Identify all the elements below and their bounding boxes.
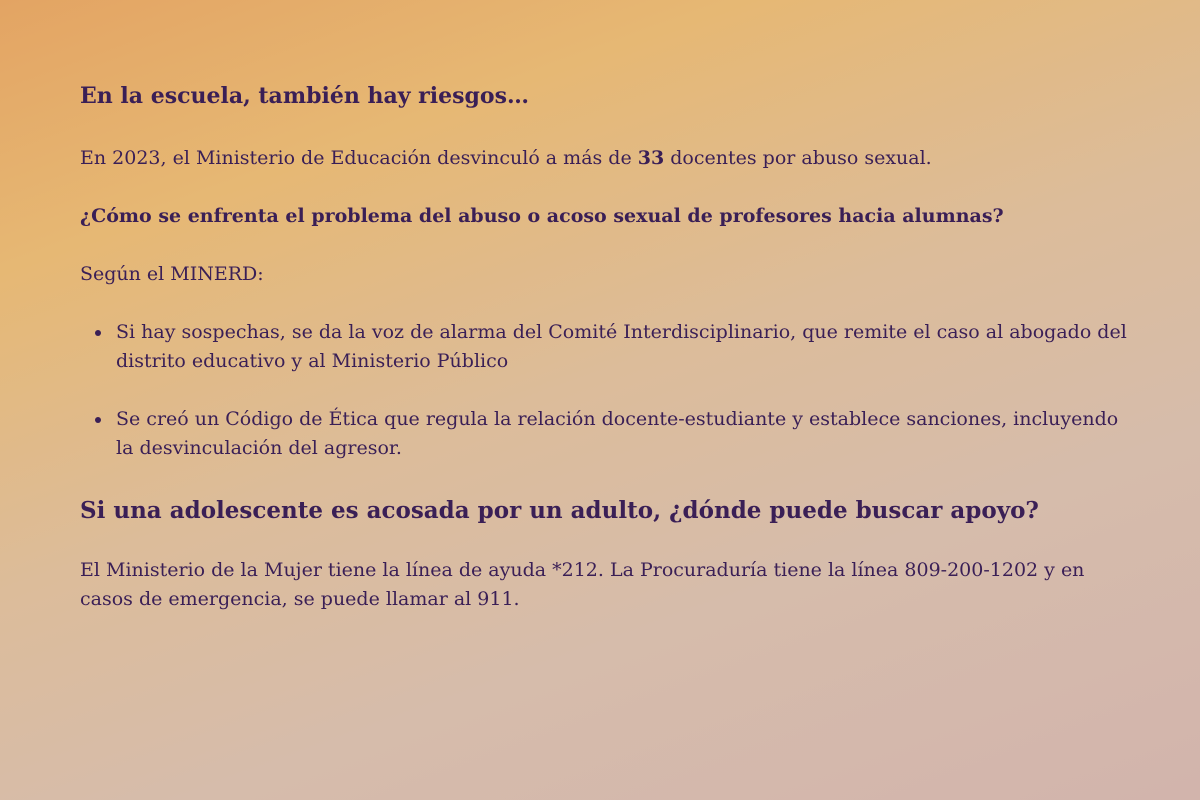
statistic-number: 33 xyxy=(637,147,665,169)
list-item xyxy=(80,405,1130,463)
support-heading: Si una adolescente es acosada por un adulto, ¿dónde puede buscar apoyo? xyxy=(80,497,1039,524)
list-item-text: Se creó un Código de Ética que regula la relación docente-estudiante y establece sanciones, incluyendo la desvinculación del agresor. xyxy=(116,408,1119,459)
bullet-icon xyxy=(95,417,101,423)
measures-list xyxy=(80,318,1130,463)
bullet-icon xyxy=(95,330,101,336)
list-item xyxy=(80,318,1130,376)
support-paragraph: El Ministerio de la Mujer tiene la línea de ayuda *212. La Procuraduría tiene la línea 809-200-1202 y en casos de emergencia, se puede llamar al 911. xyxy=(80,559,1085,610)
statistic-paragraph xyxy=(80,144,1130,173)
question-heading: ¿Cómo se enfrenta el problema del abuso o acoso sexual de profesores hacia alumnas? xyxy=(80,205,1004,227)
statistic-text-after: docentes por abuso sexual. xyxy=(664,147,932,169)
source-intro: Según el MINERD: xyxy=(80,263,264,285)
section-title: En la escuela, también hay riesgos… xyxy=(80,83,529,109)
statistic-text-before: En 2023, el Ministerio de Educación desvinculó a más de xyxy=(80,147,638,169)
article-content xyxy=(80,80,1130,643)
list-item-text: Si hay sospechas, se da la voz de alarma del Comité Interdisciplinario, que remite el caso al abogado del distrito educativo y al Ministerio Público xyxy=(116,321,1127,372)
